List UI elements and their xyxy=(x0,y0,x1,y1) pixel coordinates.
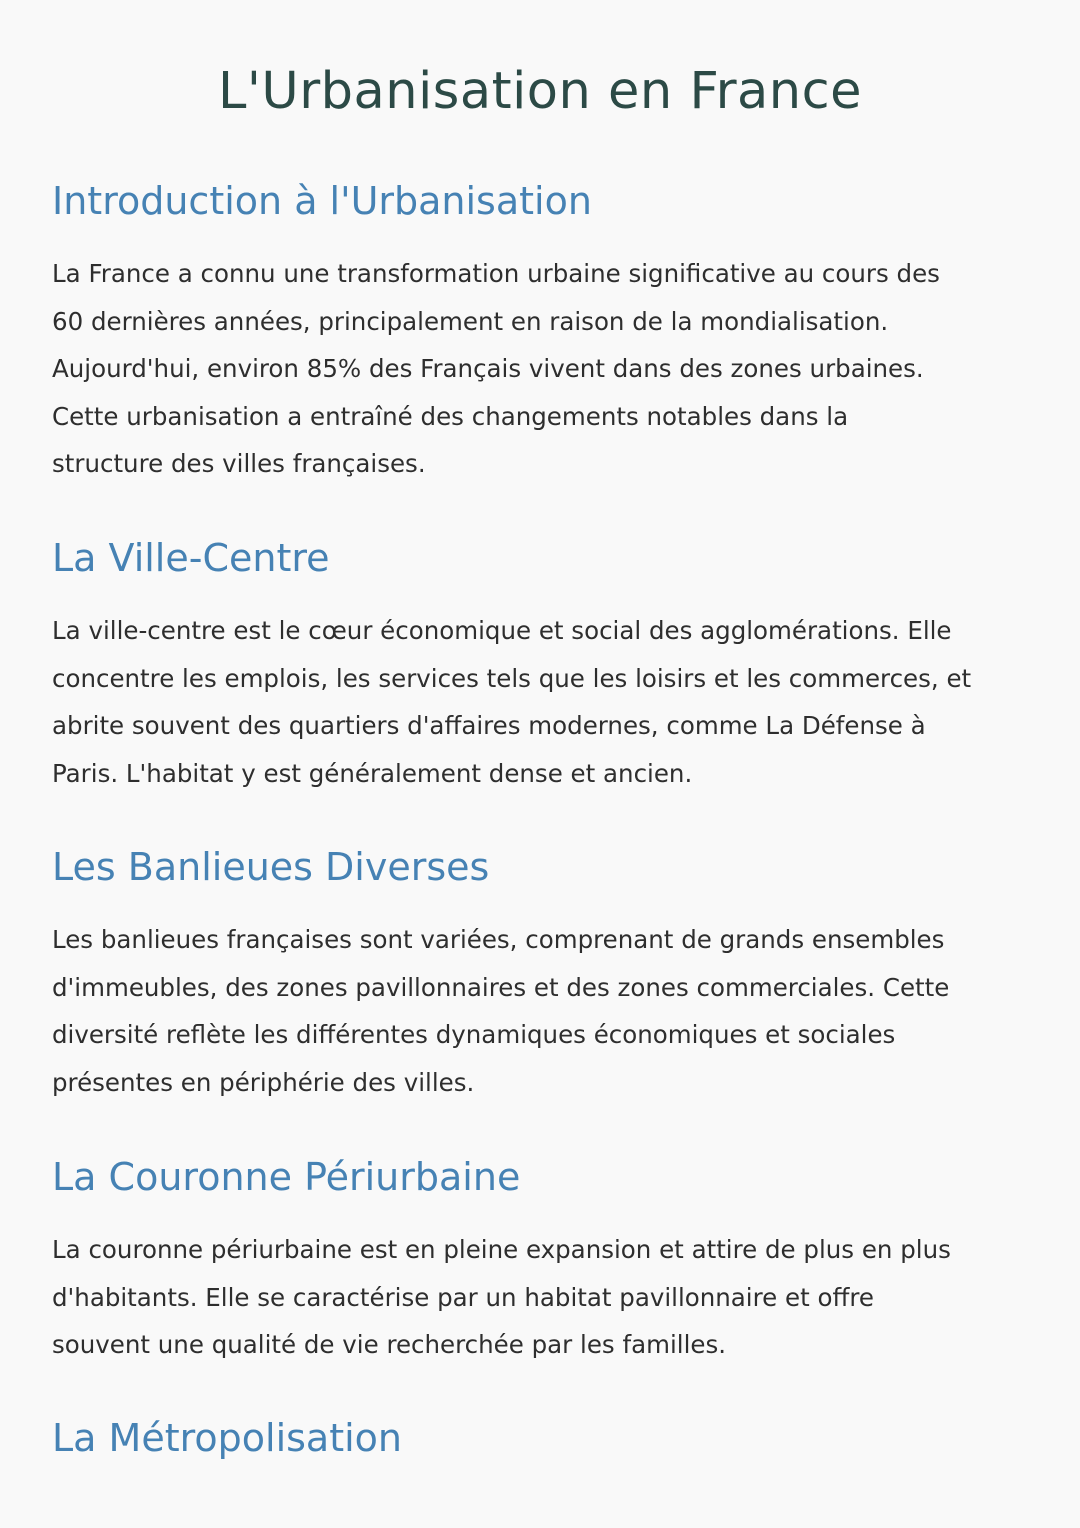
paragraph-line: La France a connu une transformation urbaine significative au cours des xyxy=(52,259,940,288)
section-paragraph-introduction xyxy=(52,250,1042,488)
paragraph-line: Cette urbanisation a entraîné des changements notables dans la xyxy=(52,401,849,431)
section-paragraph-banlieues xyxy=(52,916,1042,1106)
paragraph-line: Aujourd'hui, environ 85% des Français vivent dans des zones urbaines. xyxy=(52,354,924,383)
section-heading-ville-centre: La Ville-Centre xyxy=(52,536,330,580)
paragraph-line: 60 dernières années, principalement en raison de la mondialisation. xyxy=(52,306,889,336)
paragraph-line: La ville-centre est le cœur économique et social des agglomérations. Elle xyxy=(52,616,952,645)
paragraph-line: Les banlieues françaises sont variées, comprenant de grands ensembles xyxy=(52,925,945,954)
paragraph-line: souvent une qualité de vie recherchée par les familles. xyxy=(52,1330,727,1359)
paragraph-line: La couronne périurbaine est en pleine expansion et attire de plus en plus xyxy=(52,1235,951,1264)
section-paragraph-couronne-periurbaine xyxy=(52,1226,1042,1369)
section-paragraph-ville-centre xyxy=(52,607,1042,797)
paragraph-line: Paris. L'habitat y est généralement dense et ancien. xyxy=(52,758,693,788)
section-heading-banlieues: Les Banlieues Diverses xyxy=(52,845,490,889)
paragraph-line: structure des villes françaises. xyxy=(52,449,426,478)
paragraph-line: présentes en périphérie des villes. xyxy=(52,1067,475,1097)
paragraph-line: concentre les emplois, les services tels que les loisirs et les commerces, et xyxy=(52,663,972,693)
section-heading-metropolisation: La Métropolisation xyxy=(52,1416,402,1460)
section-heading-introduction: Introduction à l'Urbanisation xyxy=(52,179,592,223)
paragraph-line: d'habitants. Elle se caractérise par un habitat pavillonnaire et offre xyxy=(52,1282,874,1312)
section-heading-couronne-periurbaine: La Couronne Périurbaine xyxy=(52,1155,521,1199)
page-title: L'Urbanisation en France xyxy=(217,62,863,121)
paragraph-line: d'immeubles, des zones pavillonnaires et des zones commerciales. Cette xyxy=(52,972,950,1002)
paragraph-line: abrite souvent des quartiers d'affaires modernes, comme La Défense à xyxy=(52,711,926,740)
paragraph-line: diversité reflète les différentes dynamiques économiques et sociales xyxy=(52,1020,896,1049)
